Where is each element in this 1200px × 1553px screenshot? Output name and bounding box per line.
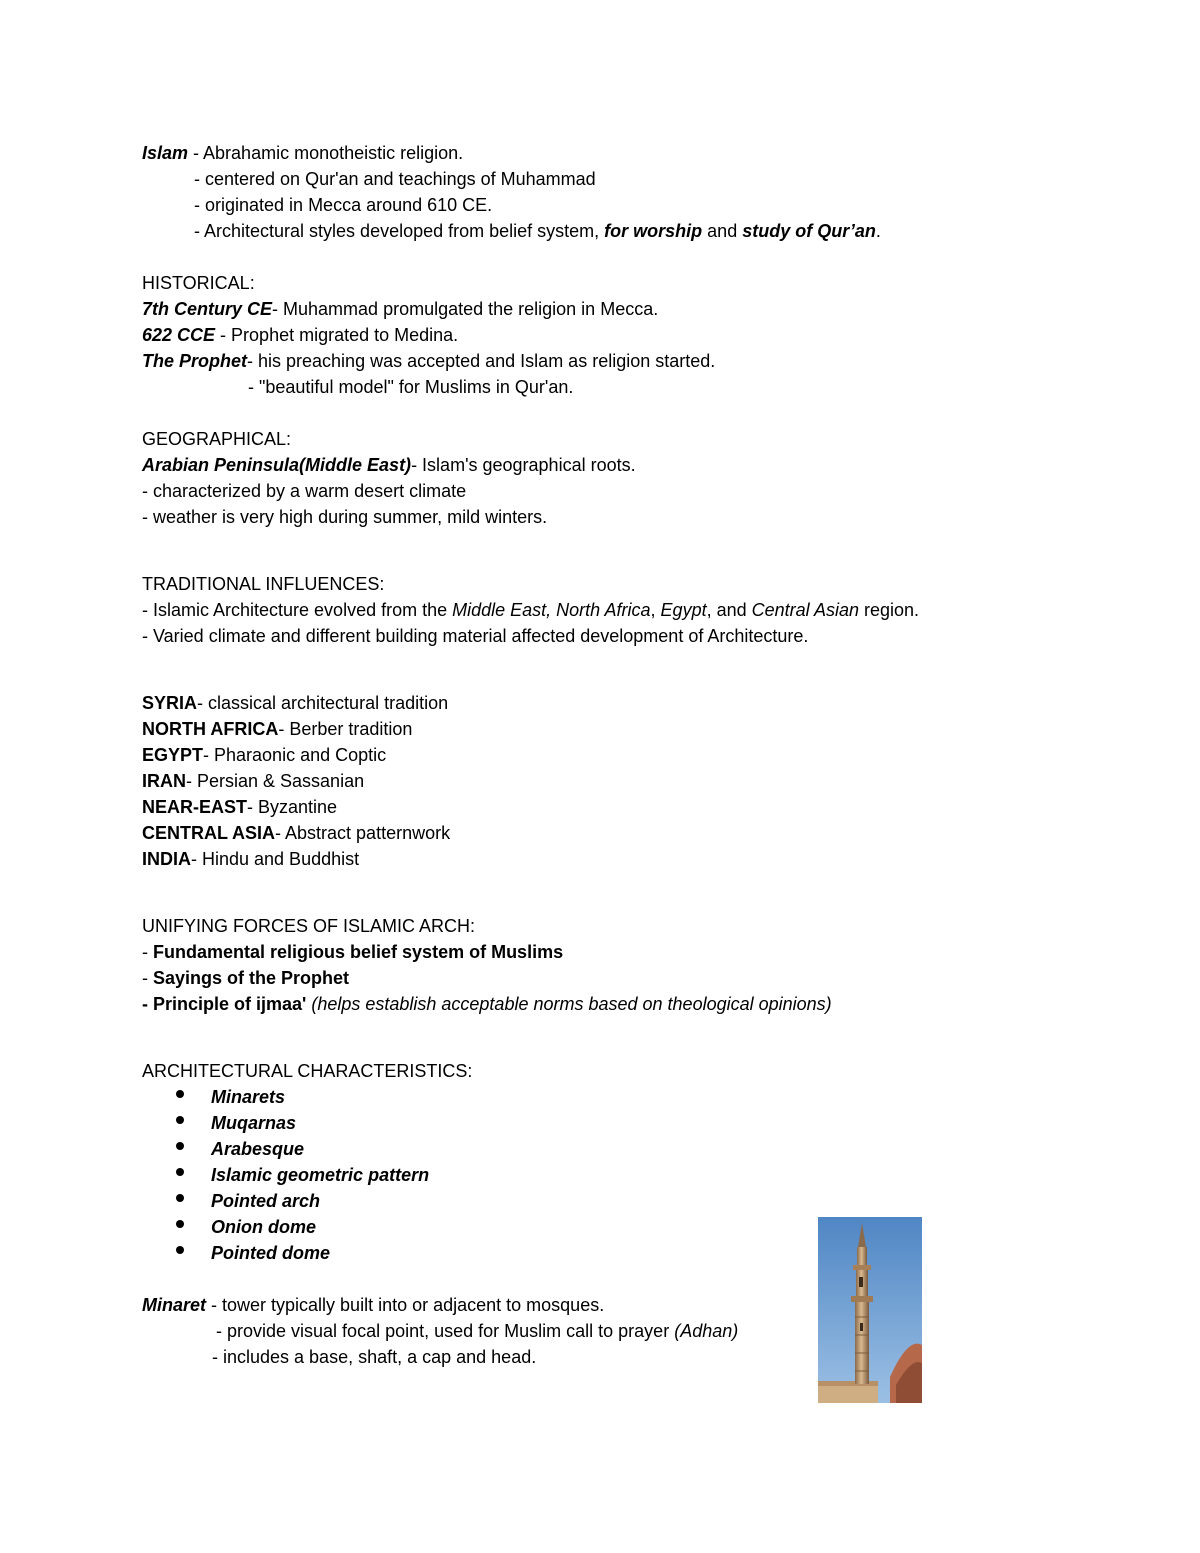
historical-heading: HISTORICAL: <box>142 273 255 293</box>
intro-bullet-3-emph-1: for worship <box>604 221 703 241</box>
traditional-text-end: region. <box>859 600 920 620</box>
bullet-dot <box>176 1194 184 1202</box>
intro-definition: - Abrahamic monotheistic religion. <box>188 143 464 163</box>
intro-bullet-2: - originated in Mecca around 610 CE. <box>194 195 493 215</box>
region-egypt <box>142 744 386 766</box>
unifying-note: (helps establish acceptable norms based on theological opinions) <box>306 994 832 1014</box>
minaret-definition: - tower typically built into or adjacent to mosques. <box>206 1295 605 1315</box>
traditional-region-1: Middle East, North Africa <box>452 600 651 620</box>
region-desc: - Abstract patternwork <box>275 823 451 843</box>
historical-term-3: The Prophet <box>142 351 248 371</box>
region-desc: - Hindu and Buddhist <box>191 849 360 869</box>
intro-bullet-3-end: . <box>875 221 881 241</box>
geographical-term: Arabian Peninsula(Middle East) <box>142 455 412 475</box>
characteristic-item: Muqarnas <box>211 1113 297 1133</box>
bullet-dot <box>176 1220 184 1228</box>
geographical-line-2: - characterized by a warm desert climate <box>142 481 467 501</box>
minaret-line-2 <box>216 1320 738 1342</box>
geographical-line-1 <box>142 454 636 476</box>
region-near-east <box>142 796 337 818</box>
minaret-adhan: (Adhan) <box>674 1321 739 1341</box>
bullet-dot <box>176 1246 184 1254</box>
intro-bullet-3-mid: and <box>702 221 743 241</box>
unifying-heading: UNIFYING FORCES OF ISLAMIC ARCH: <box>142 916 476 936</box>
characteristic-item: Pointed dome <box>211 1243 331 1263</box>
traditional-text-a: - Islamic Architecture evolved from the <box>142 600 453 620</box>
region-syria <box>142 692 448 714</box>
traditional-heading: TRADITIONAL INFLUENCES: <box>142 574 385 594</box>
traditional-region-2: Egypt <box>660 600 707 620</box>
unifying-dash-2: - <box>142 968 153 988</box>
region-name: IRAN <box>142 771 186 791</box>
traditional-line-1 <box>142 599 919 621</box>
region-name: NORTH AFRICA <box>142 719 279 739</box>
unifying-line-3 <box>142 993 832 1015</box>
historical-line-1 <box>142 298 658 320</box>
traditional-sep-1: , <box>650 600 661 620</box>
unifying-line-2 <box>142 967 349 989</box>
bullet-dot <box>176 1168 184 1176</box>
intro-bullet-1: - centered on Qur'an and teachings of Muhammad <box>194 169 596 189</box>
historical-text-2: - Prophet migrated to Medina. <box>215 325 459 345</box>
minaret-term: Minaret <box>142 1295 207 1315</box>
region-name: CENTRAL ASIA <box>142 823 276 843</box>
region-india <box>142 848 359 870</box>
unifying-item-2: Sayings of the Prophet <box>153 968 350 988</box>
traditional-line-2: - Varied climate and different building material affected development of Architecture. <box>142 626 809 646</box>
geographical-text-1: - Islam's geographical roots. <box>411 455 636 475</box>
intro-term: Islam <box>142 143 189 163</box>
region-name: INDIA <box>142 849 191 869</box>
intro-bullet-3-text: - Architectural styles developed from belief system, <box>194 221 605 241</box>
intro-line <box>142 142 463 164</box>
historical-text-1: - Muhammad promulgated the religion in Mecca. <box>272 299 659 319</box>
minaret-line-1 <box>142 1294 604 1316</box>
region-name: NEAR-EAST <box>142 797 248 817</box>
historical-line-4: - "beautiful model" for Muslims in Qur'an. <box>248 377 574 397</box>
traditional-sep-2: , and <box>706 600 752 620</box>
region-desc: - Persian & Sassanian <box>186 771 365 791</box>
geographical-heading: GEOGRAPHICAL: <box>142 429 292 449</box>
region-name: EGYPT <box>142 745 204 765</box>
region-name: SYRIA <box>142 693 198 713</box>
intro-bullet-3-emph-2: study of Qur’an <box>742 221 876 241</box>
bullet-dot <box>176 1142 184 1150</box>
minaret-line-3: - includes a base, shaft, a cap and head. <box>212 1347 537 1367</box>
historical-term-1: 7th Century CE <box>142 299 273 319</box>
characteristic-item: Islamic geometric pattern <box>211 1165 430 1185</box>
historical-text-3: - his preaching was accepted and Islam as religion started. <box>247 351 716 371</box>
characteristic-item: Onion dome <box>211 1217 316 1237</box>
region-central-asia <box>142 822 450 844</box>
intro-bullet-3 <box>194 220 881 242</box>
traditional-region-3: Central Asian <box>751 600 860 620</box>
unifying-dash-1: - <box>142 942 153 962</box>
region-desc: - Byzantine <box>247 797 338 817</box>
historical-term-2: 622 CCE <box>142 325 216 345</box>
minaret-text-2: - provide visual focal point, used for Muslim call to prayer <box>216 1321 675 1341</box>
region-desc: - classical architectural tradition <box>197 693 449 713</box>
characteristic-item: Arabesque <box>211 1139 305 1159</box>
region-north-africa <box>142 718 412 740</box>
unifying-item-3: - Principle of ijmaa' <box>142 994 307 1014</box>
historical-line-2 <box>142 324 458 346</box>
minaret-photo <box>818 1217 922 1403</box>
characteristics-heading: ARCHITECTURAL CHARACTERISTICS: <box>142 1061 473 1081</box>
unifying-line-1 <box>142 941 563 963</box>
region-desc: - Pharaonic and Coptic <box>203 745 387 765</box>
bullet-dot <box>176 1116 184 1124</box>
region-desc: - Berber tradition <box>278 719 413 739</box>
historical-line-3 <box>142 350 715 372</box>
region-iran <box>142 770 364 792</box>
characteristic-item: Pointed arch <box>211 1191 321 1211</box>
geographical-line-3: - weather is very high during summer, mild winters. <box>142 507 548 527</box>
bullet-dot <box>176 1090 184 1098</box>
characteristic-item: Minarets <box>211 1087 286 1107</box>
unifying-item-1: Fundamental religious belief system of Muslims <box>153 942 564 962</box>
